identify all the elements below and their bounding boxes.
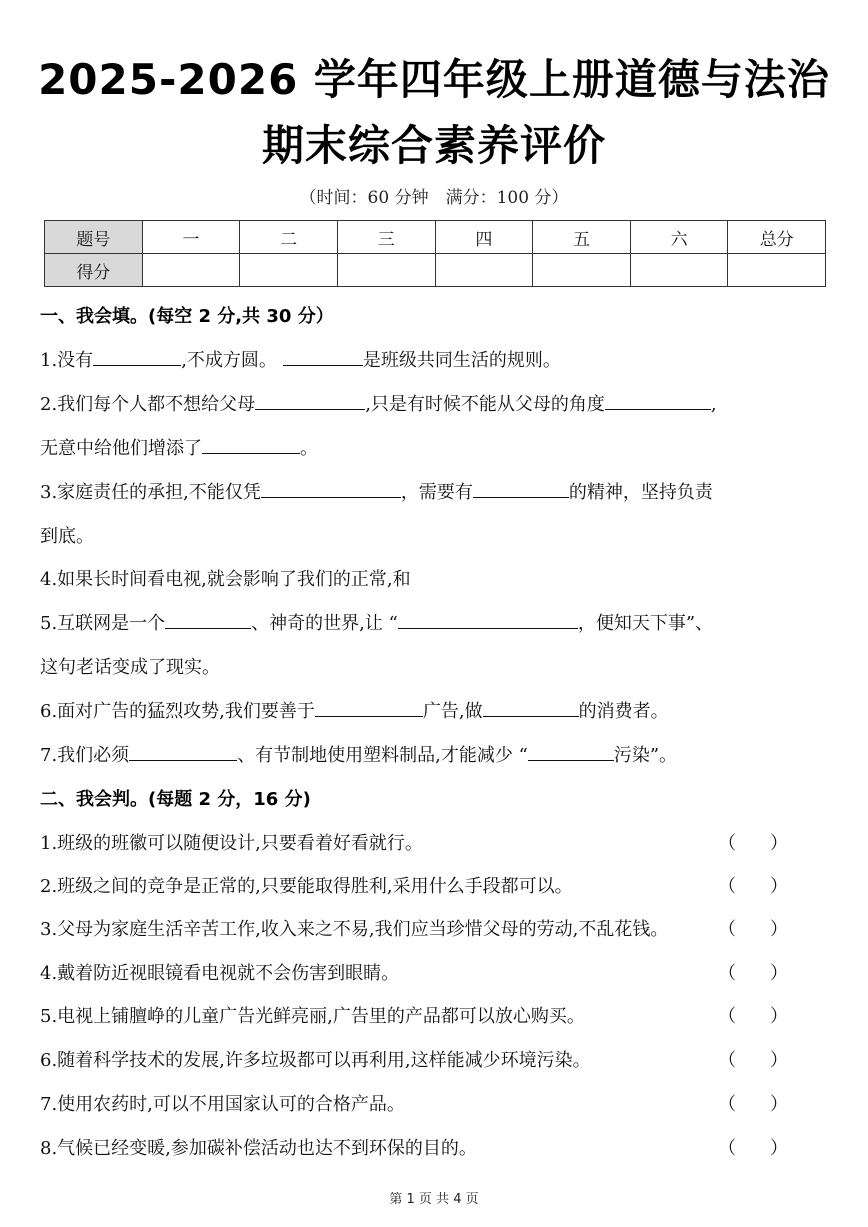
fill-question-4: 4.如果长时间看电视,就会影响了我们的正常,和: [40, 569, 411, 590]
judge-question-2: 2.班级之间的竞争是正常的,只要能取得胜利,采用什么手段都可以。 （ ）: [40, 872, 828, 898]
answer-bracket[interactable]: （ ）: [718, 1138, 788, 1159]
answer-blank[interactable]: [202, 435, 300, 454]
fill-question-2-cont: 无意中给他们增添了 。: [40, 434, 830, 460]
score-cell-label: 题号: [45, 221, 143, 254]
judge-question-7: 7.使用农药时,可以不用国家认可的合格产品。 （ ）: [40, 1090, 828, 1116]
answer-blank[interactable]: [528, 742, 614, 761]
answer-blank[interactable]: [283, 347, 363, 366]
fill-question-1: 1.没有 ,不成方圆。 是班级共同生活的规则。: [40, 346, 830, 372]
answer-blank[interactable]: [255, 391, 365, 410]
score-table: [44, 220, 826, 287]
judge-question-3: 3.父母为家庭生活辛苦工作,收入来之不易,我们应当珍惜父母的劳动,不乱花钱。 （ ）: [40, 915, 828, 941]
fill-question-5-cont: 这句老话变成了现实。: [40, 657, 220, 678]
exam-time-info: （时间：60 分钟 满分：100 分）: [299, 188, 569, 208]
fill-question-3: 3.家庭责任的承担,不能仅凭 ，需要有 的精神，坚持负责: [40, 478, 830, 504]
fill-question-3-cont: 到底。: [40, 526, 94, 547]
judge-question-1: 1.班级的班徽可以随便设计,只要看着好看就行。 （ ）: [40, 829, 828, 855]
score-cell-empty[interactable]: [435, 254, 533, 287]
answer-bracket[interactable]: （ ）: [718, 1050, 788, 1071]
answer-bracket[interactable]: （ ）: [718, 1006, 788, 1027]
answer-blank[interactable]: [261, 479, 401, 498]
answer-blank[interactable]: [129, 742, 237, 761]
score-table-score-row: [45, 254, 826, 287]
answer-bracket[interactable]: （ ）: [718, 876, 788, 897]
fill-question-7: 7.我们必须 、有节制地使用塑料制品,才能减少 “ 污染”。: [40, 741, 830, 767]
score-cell-header: 五: [533, 221, 631, 254]
score-cell-header: 四: [435, 221, 533, 254]
score-cell-empty[interactable]: [728, 254, 826, 287]
score-cell-empty[interactable]: [142, 254, 240, 287]
fill-question-2: 2.我们每个人都不想给父母 ,只是有时候不能从父母的角度 ,: [40, 390, 830, 416]
page-number: 第 1 页 共 4 页: [389, 1192, 479, 1207]
score-cell-header: 二: [240, 221, 338, 254]
answer-blank[interactable]: [473, 479, 569, 498]
score-cell-empty[interactable]: [337, 254, 435, 287]
score-cell-header: 六: [630, 221, 728, 254]
answer-blank[interactable]: [315, 698, 423, 717]
section-heading-judge: 二、我会判。(每题 2 分，16 分): [40, 789, 311, 810]
judge-question-8: 8.气候已经变暖,参加碳补偿活动也达不到环保的目的。 （ ）: [40, 1134, 828, 1160]
answer-bracket[interactable]: （ ）: [718, 963, 788, 984]
score-cell-header: 总分: [728, 221, 826, 254]
answer-blank[interactable]: [483, 698, 579, 717]
score-cell-header: 一: [142, 221, 240, 254]
answer-bracket[interactable]: （ ）: [718, 833, 788, 854]
answer-bracket[interactable]: （ ）: [718, 1094, 788, 1115]
exam-subtitle-title: 期末综合素养评价: [261, 121, 606, 170]
section-heading-fill: 一、我会填。(每空 2 分,共 30 分）: [40, 306, 334, 327]
answer-blank[interactable]: [398, 610, 578, 629]
judge-question-6: 6.随着科学技术的发展,许多垃圾都可以再利用,这样能减少环境污染。 （ ）: [40, 1046, 828, 1072]
score-cell-header: 三: [337, 221, 435, 254]
score-cell-empty[interactable]: [240, 254, 338, 287]
fill-question-6: 6.面对广告的猛烈攻势,我们要善于 广告,做 的消费者。: [40, 697, 830, 723]
judge-question-5: 5.电视上铺膻峥的儿童广告光鲜亮丽,广告里的产品都可以放心购买。 （ ）: [40, 1002, 828, 1028]
score-cell-label: 得分: [45, 254, 143, 287]
answer-blank[interactable]: [165, 610, 251, 629]
score-cell-empty[interactable]: [630, 254, 728, 287]
fill-question-5: 5.互联网是一个 、神奇的世界,让 “ ，便知天下事”、: [40, 609, 830, 635]
score-table-header-row: [45, 221, 826, 254]
score-cell-empty[interactable]: [533, 254, 631, 287]
judge-question-4: 4.戴着防近视眼镜看电视就不会伤害到眼睛。 （ ）: [40, 959, 828, 985]
exam-title: 2025-2026 学年四年级上册道德与法治: [38, 55, 830, 104]
answer-blank[interactable]: [605, 391, 711, 410]
answer-blank[interactable]: [93, 347, 181, 366]
answer-bracket[interactable]: （ ）: [718, 919, 788, 940]
